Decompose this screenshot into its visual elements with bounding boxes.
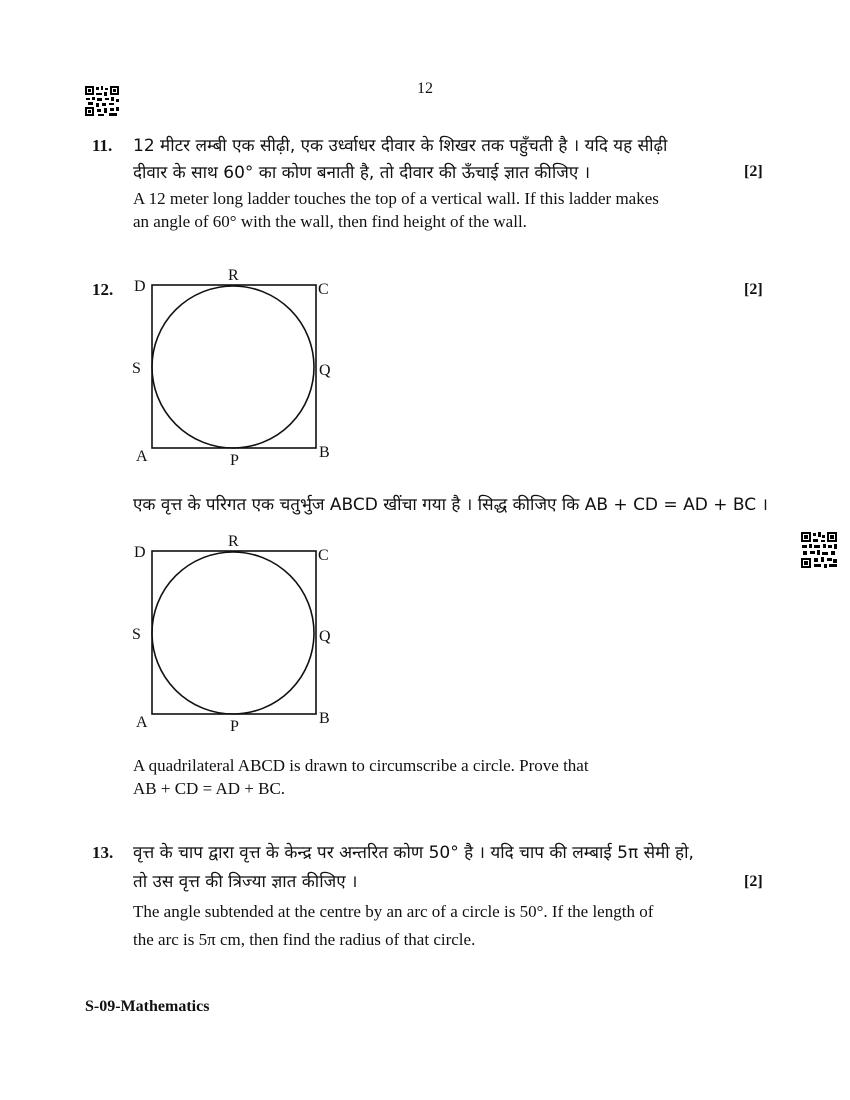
figure-circumscribed-quadrilateral-hindi	[128, 266, 338, 466]
question-12-number: 12.	[92, 280, 114, 299]
label-b: B	[319, 444, 330, 461]
label-q: Q	[319, 362, 331, 379]
question-12-marks: [2]	[744, 281, 763, 298]
figure-circumscribed-quadrilateral-english	[128, 532, 338, 732]
question-13-hindi-line-1: वृत्त के चाप द्वारा वृत्त के केन्द्र पर अन्तरित कोण 50° है । यदि चाप की लम्बाई 5π सेमी हो,	[133, 843, 694, 863]
label-d: D	[134, 278, 146, 295]
question-12-english-line-1: A quadrilateral ABCD is drawn to circumscribe a circle. Prove that	[133, 756, 589, 775]
footer-subject-code: S-09-Mathematics	[85, 998, 210, 1015]
question-11-hindi-line-1: 12 मीटर लम्बी एक सीढ़ी, एक उर्ध्वाधर दीवार के शिखर तक पहुँचती है । यदि यह सीढ़ी	[133, 136, 668, 156]
question-12-hindi-text: एक वृत्त के परिगत एक चतुर्भुज ABCD खींचा गया है । सिद्ध कीजिए कि AB + CD = AD + BC ।	[133, 495, 768, 515]
label-s: S	[132, 360, 141, 377]
label-s: S	[132, 626, 141, 643]
page-number: 12	[417, 80, 433, 97]
question-13-english-line-1: The angle subtended at the centre by an arc of a circle is 50°. If the length of	[133, 902, 654, 921]
label-r: R	[228, 533, 239, 550]
question-11-number: 11.	[92, 136, 113, 155]
inscribed-circle	[152, 552, 314, 714]
label-r: R	[228, 267, 239, 284]
question-11-english-line-2: an angle of 60° with the wall, then find height of the wall.	[133, 212, 527, 231]
question-11-hindi-line-2: दीवार के साथ 60° का कोण बनाती है, तो दीवार की ऊँचाई ज्ञात कीजिए ।	[133, 163, 591, 183]
question-11-english-line-1: A 12 meter long ladder touches the top of a vertical wall. If this ladder makes	[133, 189, 659, 208]
label-c: C	[318, 547, 329, 564]
question-13-hindi-line-2: तो उस वृत्त की त्रिज्या ज्ञात कीजिए ।	[133, 872, 358, 892]
question-11-marks: [2]	[744, 163, 763, 180]
question-12-english-line-2: AB + CD = AD + BC.	[133, 779, 286, 798]
question-13-marks: [2]	[744, 873, 763, 890]
label-a: A	[136, 714, 148, 731]
question-13-number: 13.	[92, 843, 114, 862]
label-d: D	[134, 544, 146, 561]
label-c: C	[318, 281, 329, 298]
qr-code-right-margin	[800, 531, 838, 569]
label-p: P	[230, 718, 239, 732]
label-a: A	[136, 448, 148, 465]
label-p: P	[230, 452, 239, 466]
inscribed-circle	[152, 286, 314, 448]
label-b: B	[319, 710, 330, 727]
question-13-english-line-2: the arc is 5π cm, then find the radius of that circle.	[133, 930, 476, 949]
label-q: Q	[319, 628, 331, 645]
